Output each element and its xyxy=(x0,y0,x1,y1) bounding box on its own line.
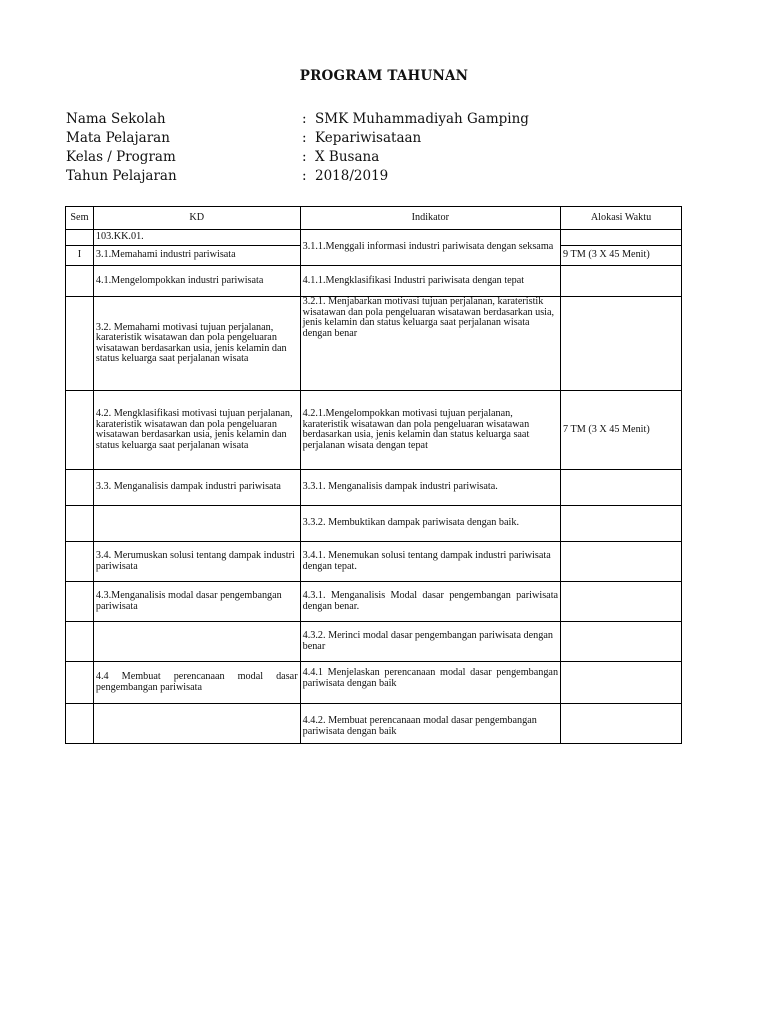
info-colon: : xyxy=(302,149,307,165)
indikator-cell: 3.3.2. Membuktikan dampak pariwisata dengan baik. xyxy=(300,506,560,542)
page-title: PROGRAM TAHUNAN xyxy=(299,68,469,84)
sem-cell xyxy=(66,662,94,704)
kd-cell: 4.4 Membuat perencanaan modal dasar pengembangan pariwisata xyxy=(93,662,300,704)
alokasi-cell: 7 TM (3 X 45 Menit) xyxy=(561,391,682,470)
info-colon: : xyxy=(302,111,307,127)
alokasi-cell xyxy=(561,582,682,622)
indikator-cell: 3.3.1. Menganalisis dampak industri pariwisata. xyxy=(300,470,560,506)
sem-cell xyxy=(66,230,94,246)
sem-cell: I xyxy=(66,246,94,266)
info-value: 2018/2019 xyxy=(315,168,389,184)
kd-cell: 4.2. Mengklasifikasi motivasi tujuan perjalanan, karateristik wisatawan dan pola pengeluaran wisatawan berdasarkan usia, jenis kelamin dan status keluarga saat perjalanan wisata xyxy=(93,391,300,470)
sem-cell xyxy=(66,704,94,744)
table-row xyxy=(66,622,682,662)
info-colon: : xyxy=(302,168,307,184)
indikator-cell: 4.3.2. Merinci modal dasar pengembangan pariwisata dengan benar xyxy=(300,622,560,662)
alokasi-cell xyxy=(561,297,682,391)
alokasi-cell xyxy=(561,662,682,704)
header-indikator: Indikator xyxy=(300,207,560,230)
indikator-cell: 3.2.1. Menjabarkan motivasi tujuan perjalanan, karateristik wisatawan dan pola pengeluaran wisatawan berdasarkan usia, jenis kelamin dan status keluarga saat perjalanan wisata dengan benar xyxy=(300,297,560,391)
sem-cell xyxy=(66,506,94,542)
program-table xyxy=(65,206,682,744)
kd-cell: 3.3. Menganalisis dampak industri pariwisata xyxy=(93,470,300,506)
kd-cell: 4.3.Menganalisis modal dasar pengembangan pariwisata xyxy=(93,582,300,622)
table-row xyxy=(66,662,682,704)
alokasi-cell xyxy=(561,266,682,297)
alokasi-cell xyxy=(561,542,682,582)
table-row xyxy=(66,391,682,470)
kd-cell xyxy=(93,506,300,542)
alokasi-cell xyxy=(561,230,682,246)
kd-cell: 3.1.Memahami industri pariwisata xyxy=(93,246,300,266)
info-value: Kepariwisataan xyxy=(315,130,422,146)
table-row xyxy=(66,704,682,744)
kd-code: 103.KK.01. xyxy=(93,230,300,246)
table-row xyxy=(66,582,682,622)
info-label: Kelas / Program xyxy=(66,149,176,165)
sem-cell xyxy=(66,582,94,622)
info-colon: : xyxy=(302,130,307,146)
sem-cell xyxy=(66,266,94,297)
kd-cell xyxy=(93,622,300,662)
alokasi-cell xyxy=(561,470,682,506)
info-value: SMK Muhammadiyah Gamping xyxy=(315,111,529,127)
kd-cell xyxy=(93,704,300,744)
table-row xyxy=(66,506,682,542)
sem-cell xyxy=(66,622,94,662)
sem-cell xyxy=(66,297,94,391)
table-row xyxy=(66,230,682,246)
indikator-cell: 4.2.1.Mengelompokkan motivasi tujuan perjalanan, karateristik wisatawan dan pola pengeluaran wisatawan berdasarkan usia, jenis kelamin dan status keluarga saat perjalanan wisata dengan tepat xyxy=(300,391,560,470)
table-row xyxy=(66,266,682,297)
table-header-row xyxy=(66,207,682,230)
header-sem: Sem xyxy=(66,207,94,230)
header-alokasi: Alokasi Waktu xyxy=(561,207,682,230)
indikator-cell: 3.1.1.Menggali informasi industri pariwisata dengan seksama xyxy=(300,230,560,266)
indikator-cell: 3.4.1. Menemukan solusi tentang dampak industri pariwisata dengan tepat. xyxy=(300,542,560,582)
indikator-cell: 4.3.1. Menganalisis Modal dasar pengembangan pariwisata dengan benar. xyxy=(300,582,560,622)
info-label: Mata Pelajaran xyxy=(66,130,170,146)
kd-cell: 3.2. Memahami motivasi tujuan perjalanan, karateristik wisatawan dan pola pengeluaran wisatawan berdasarkan usia, jenis kelamin dan status keluarga saat perjalanan wisata xyxy=(93,297,300,391)
sem-cell xyxy=(66,391,94,470)
indikator-cell: 4.1.1.Mengklasifikasi Industri pariwisata dengan tepat xyxy=(300,266,560,297)
info-label: Nama Sekolah xyxy=(66,111,166,127)
header-kd: KD xyxy=(93,207,300,230)
kd-cell: 4.1.Mengelompokkan industri pariwisata xyxy=(93,266,300,297)
alokasi-cell: 9 TM (3 X 45 Menit) xyxy=(561,246,682,266)
indikator-cell: 4.4.1 Menjelaskan perencanaan modal dasar pengembangan pariwisata dengan baik xyxy=(300,662,560,704)
info-value: X Busana xyxy=(315,149,380,165)
indikator-cell: 4.4.2. Membuat perencanaan modal dasar pengembangan pariwisata dengan baik xyxy=(300,704,560,744)
table-row xyxy=(66,297,682,391)
table-row xyxy=(66,470,682,506)
alokasi-cell xyxy=(561,622,682,662)
alokasi-cell xyxy=(561,704,682,744)
kd-cell: 3.4. Merumuskan solusi tentang dampak industri pariwisata xyxy=(93,542,300,582)
alokasi-cell xyxy=(561,506,682,542)
sem-cell xyxy=(66,470,94,506)
sem-cell xyxy=(66,542,94,582)
info-label: Tahun Pelajaran xyxy=(66,168,177,184)
table-row xyxy=(66,542,682,582)
